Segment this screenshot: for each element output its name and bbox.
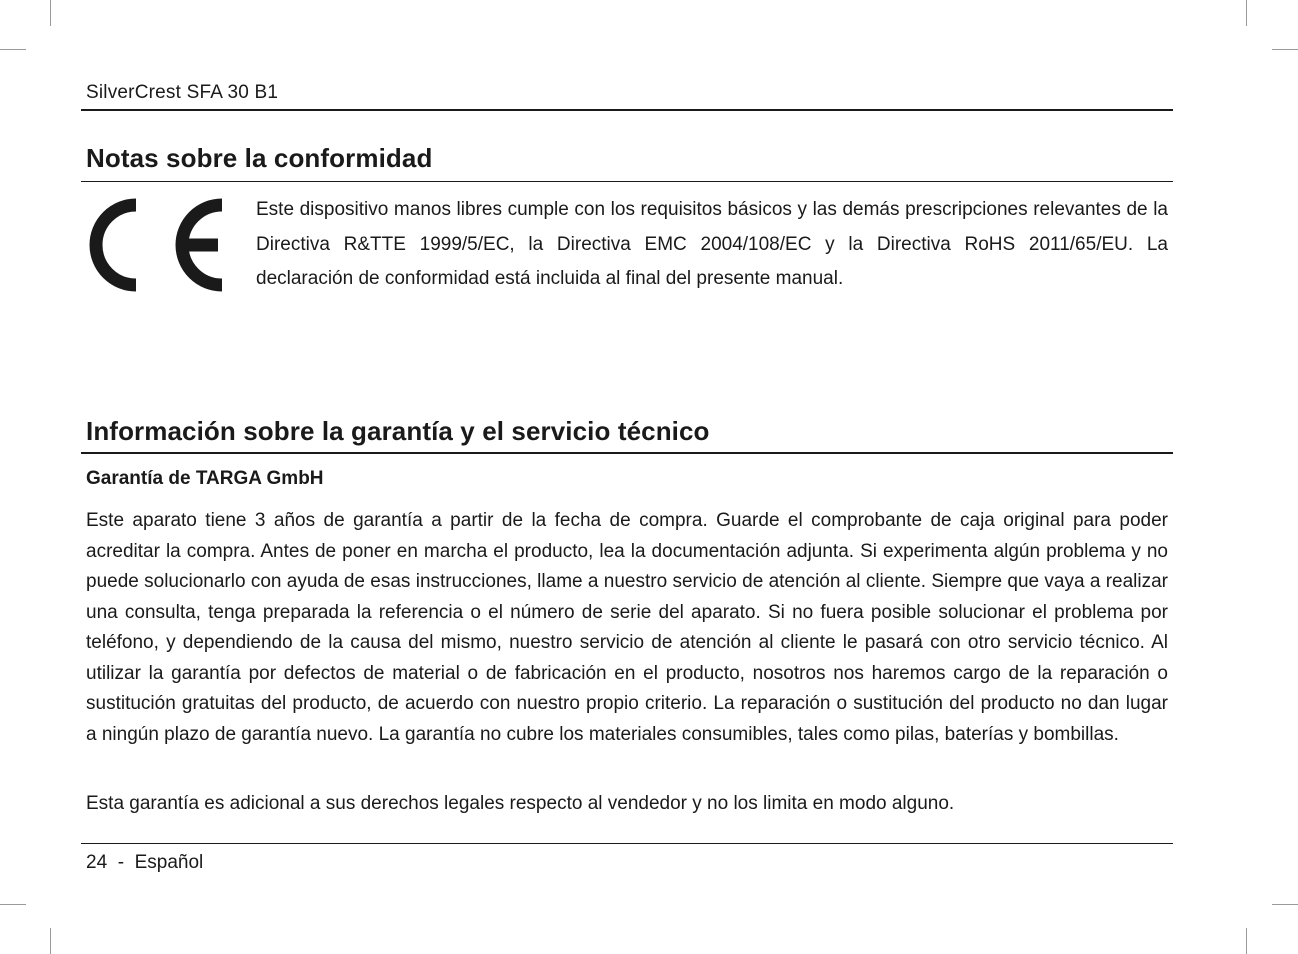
warranty-paragraph: Esta garantía es adicional a sus derechos legales respecto al vendedor y no los limita en modo alguno. [86, 793, 955, 814]
ce-mark-icon [84, 193, 226, 297]
conformity-title: Notas sobre la conformidad [86, 143, 433, 173]
warranty-paragraph: Este aparato tiene 3 años de garantía a partir de la fecha de compra. Guarde el comprobante de caja original para poder acreditar la compra. Antes de poner en marcha el producto, lea la documentación adjunta. Si experimenta algún problema y no puede solucionarlo con ayuda de esas instrucciones, llame a nuestro servicio de atención al cliente. Siempre que vaya a realizar una consulta, tenga preparada la referencia o el número de serie del aparato. Si no fuera posible solucionar el problema por teléfono, y dependiendo de la causa del mismo, nuestro servicio de atención al cliente le pasará con otro servicio técnico. Al utilizar la garantía por defectos de material o de fabricación en el producto, nosotros nos haremos cargo de la reparación o sustitución gratuitas del producto, de acuerdo con nuestro propio criterio. La reparación o sustitución del producto no dan lugar a ningún plazo de garantía nuevo. La garantía no cubre los materiales consumibles, tales como pilas, baterías y bombillas. [86, 510, 1168, 745]
warranty-subtitle: Garantía de TARGA GmbH [86, 468, 324, 489]
crop-mark [50, 0, 51, 26]
crop-mark [1272, 904, 1298, 905]
crop-mark [1272, 49, 1298, 50]
page-number: 24 [86, 852, 108, 873]
footer-rule [81, 843, 1173, 844]
crop-mark [0, 49, 26, 50]
conformity-text: Este dispositivo manos libres cumple con los requisitos básicos y las demás prescripciones relevantes de la Directiva R&TTE 1999/5/EC, la Directiva EMC 2004/108/EC y la Directiva RoHS 2011/65/EU. La declaración de conformidad está incluida al final del presente manual. [256, 199, 1168, 289]
footer-separator: - [117, 852, 125, 873]
footer-language: Español [134, 852, 204, 873]
page-footer [86, 852, 203, 874]
warranty-title: Información sobre la garantía y el servicio técnico [86, 416, 710, 446]
crop-mark [1246, 0, 1247, 26]
crop-mark [0, 904, 26, 905]
crop-mark [1246, 928, 1247, 954]
header-rule [81, 109, 1173, 111]
section-rule [81, 181, 1173, 182]
section-rule [81, 452, 1173, 454]
running-header: SilverCrest SFA 30 B1 [86, 82, 279, 103]
crop-mark [50, 928, 51, 954]
